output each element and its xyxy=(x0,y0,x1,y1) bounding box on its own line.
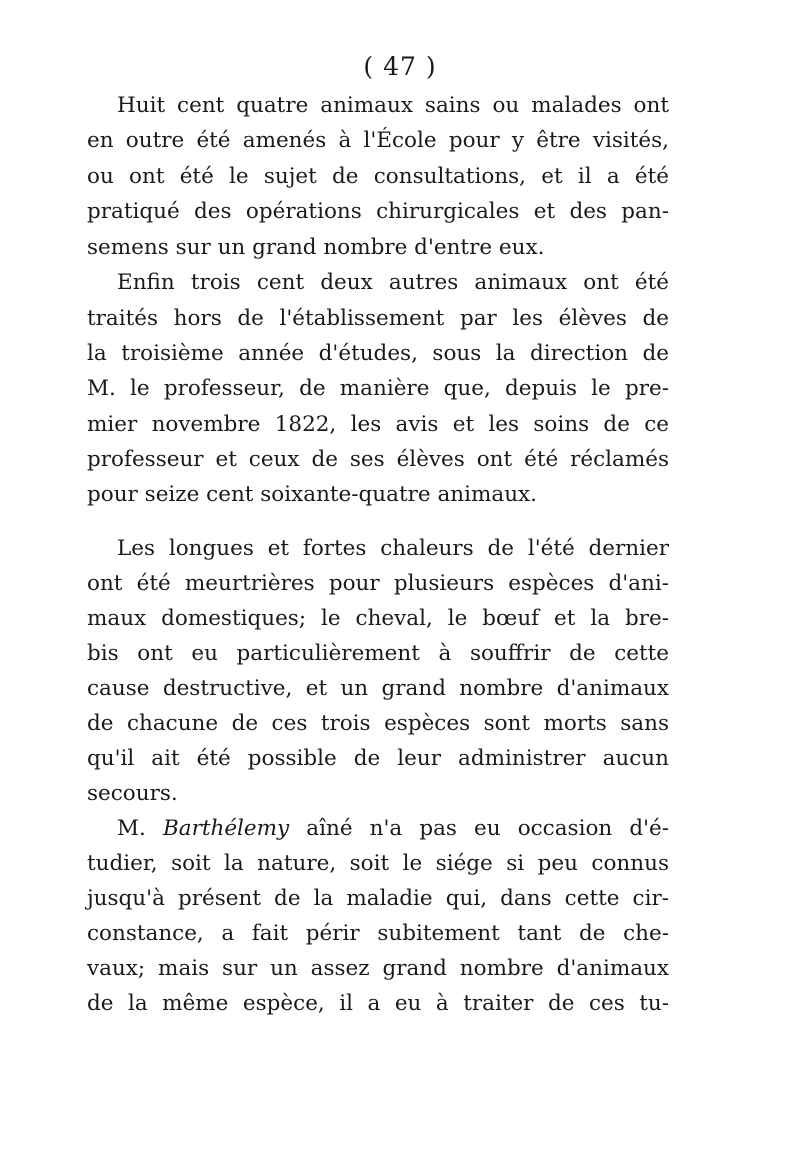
text-line: semens sur un grand nombre d'entre eux. xyxy=(87,235,545,260)
text-line: pour seize cent soixante-quatre animaux. xyxy=(87,482,537,507)
text-line-with-name xyxy=(117,815,669,843)
text-line: Les longues et fortes chaleurs de l'été dernier xyxy=(117,536,669,561)
text-line: tudier, soit la nature, soit le siége si peu connus xyxy=(87,851,669,876)
text-line: maux domestiques; le cheval, le bœuf et la bre- xyxy=(87,606,669,631)
text-line: vaux; mais sur un assez grand nombre d'animaux xyxy=(87,956,669,981)
text-line: jusqu'à présent de la maladie qui, dans cette cir- xyxy=(87,886,669,911)
text-line: M. le professeur, de manière que, depuis le pre- xyxy=(87,376,669,401)
text-span: aîné n'a pas eu occasion d'é- xyxy=(289,816,669,841)
text-line: ont été meurtrières pour plusieurs espèces d'ani- xyxy=(87,571,669,596)
text-line: Enfin trois cent deux autres animaux ont été xyxy=(117,270,669,295)
text-line: en outre été amenés à l'École pour y être visités, xyxy=(87,128,669,153)
text-line: Huit cent quatre animaux sains ou malades ont xyxy=(117,93,669,118)
text-line: secours. xyxy=(87,781,178,806)
person-name: Barthélemy xyxy=(162,816,290,841)
text-line: de la même espèce, il a eu à traiter de ces tu- xyxy=(87,991,669,1016)
text-line: constance, a fait périr subitement tant de che- xyxy=(87,921,669,946)
text-line: bis ont eu particulièrement à souffrir de cette xyxy=(87,641,669,666)
text-line: la troisième année d'études, sous la direction de xyxy=(87,341,669,366)
text-line: de chacune de ces trois espèces sont morts sans xyxy=(87,711,669,736)
text-span: M. xyxy=(117,816,163,841)
text-line: traités hors de l'établissement par les élèves de xyxy=(87,306,669,331)
text-line: qu'il ait été possible de leur administrer aucun xyxy=(87,746,669,771)
text-line: cause destructive, et un grand nombre d'animaux xyxy=(87,676,669,701)
text-line: ou ont été le sujet de consultations, et il a été xyxy=(87,164,669,189)
text-line: professeur et ceux de ses élèves ont été réclamés xyxy=(87,447,669,472)
text-line: pratiqué des opérations chirurgicales et des pan- xyxy=(87,199,669,224)
page-number: ( 47 ) xyxy=(363,52,437,81)
text-line: mier novembre 1822, les avis et les soins de ce xyxy=(87,412,669,437)
